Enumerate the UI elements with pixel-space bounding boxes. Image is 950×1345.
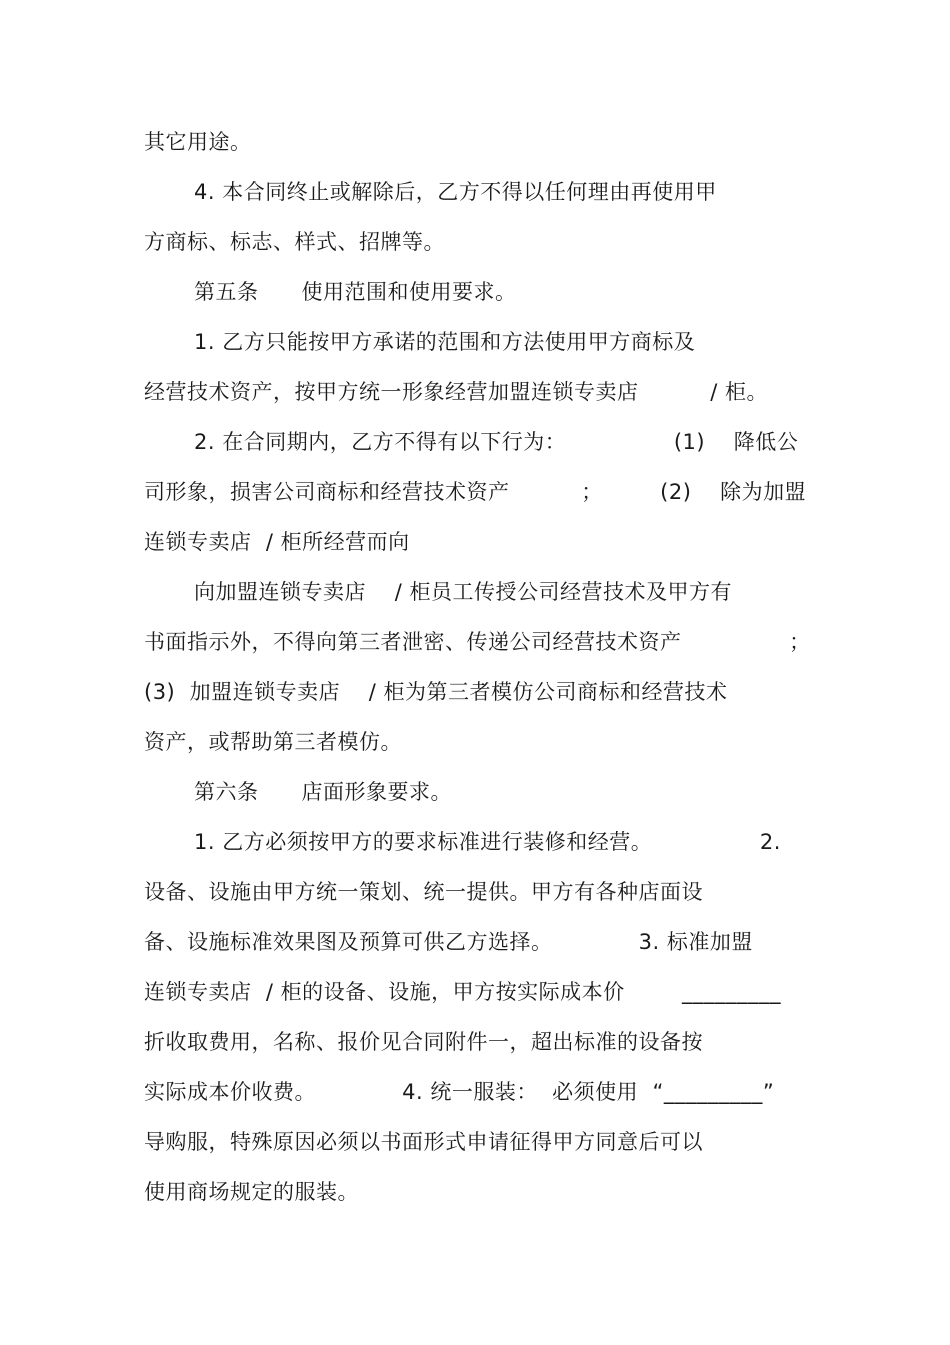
text-line: 4. 本合同终止或解除后，乙方不得以任何理由再使用甲 — [194, 180, 717, 204]
text-line: 方商标、标志、样式、招牌等。 — [144, 230, 445, 254]
text-line: 连锁专卖店 / 柜所经营而向 — [144, 530, 410, 554]
text-line: 使用商场规定的服装。 — [144, 1180, 359, 1204]
section-heading: 第六条 店面形象要求。 — [194, 780, 453, 804]
text-line: 1. 乙方只能按甲方承诺的范围和方法使用甲方商标及 — [194, 330, 696, 354]
section-heading: 第五条 使用范围和使用要求。 — [194, 280, 517, 304]
text-line: 书面指示外，不得向第三者泄密、传递公司经营技术资产 ； — [144, 630, 811, 654]
text-line: 2. 在合同期内，乙方不得有以下行为： (1) 降低公 — [194, 430, 799, 454]
text-line: 经营技术资产，按甲方统一形象经营加盟连锁专卖店 / 柜。 — [144, 380, 769, 404]
text-line: (3) 加盟连锁专卖店 / 柜为第三者模仿公司商标和经营技术 — [144, 680, 728, 704]
text-line: 设备、设施由甲方统一策划、统一提供。甲方有各种店面设 — [144, 880, 703, 904]
text-line: 资产，或帮助第三者模仿。 — [144, 730, 402, 754]
text-line: 1. 乙方必须按甲方的要求标准进行装修和经营。 2. — [194, 830, 781, 854]
text-line: 其它用途。 — [144, 130, 252, 154]
text-line: 司形象，损害公司商标和经营技术资产 ； (2) 除为加盟 — [144, 480, 807, 504]
text-line: 导购服，特殊原因必须以书面形式申请征得甲方同意后可以 — [144, 1130, 703, 1154]
text-line: 备、设施标准效果图及预算可供乙方选择。 3. 标准加盟 — [144, 930, 753, 954]
text-line: 折收取费用，名称、报价见合同附件一，超出标准的设备按 — [144, 1030, 703, 1054]
text-line: 连锁专卖店 / 柜的设备、设施，甲方按实际成本价 _________ — [144, 980, 782, 1004]
text-line: 实际成本价收费。 4. 统一服装： 必须使用 “_________” — [144, 1080, 775, 1104]
text-line: 向加盟连锁专卖店 / 柜员工传授公司经营技术及甲方有 — [194, 580, 732, 604]
